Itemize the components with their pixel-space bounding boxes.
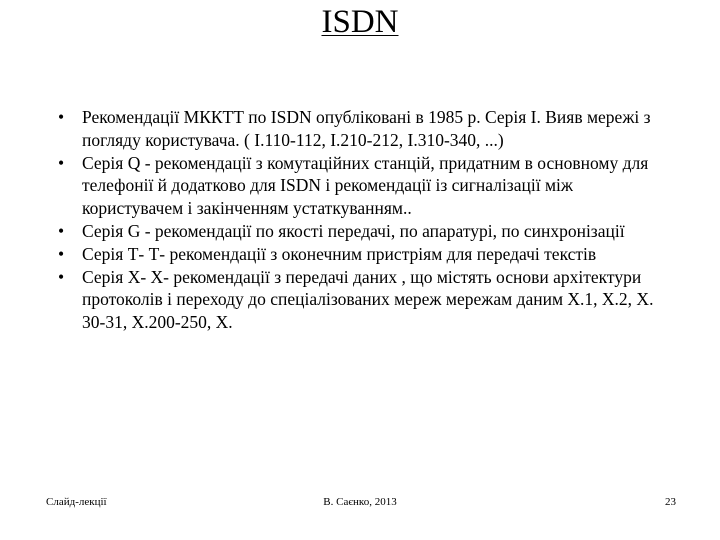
bullet-item <box>58 220 658 243</box>
bullet-marker: • <box>58 152 65 173</box>
bullet-text: Рекомендації МККТТ по ISDN опубліковані в 1985 р. Серія I. Вияв мережі з погляду користувача. ( I.110-112, I.210-212, I.310-340, ...) <box>82 107 651 150</box>
footer-author: В. Саєнко, 2013 <box>323 496 397 508</box>
bullet-item <box>58 243 658 266</box>
bullet-text: Серія G - рекомендації по якості передачі, по апаратурі, по синхронізації <box>82 220 625 241</box>
bullet-item <box>58 106 658 152</box>
slide-title-text: ISDN <box>321 4 399 40</box>
bullet-text: Серія X- X- рекомендації з передачі даних , що містять основи архітектури протоколів і переходу до спеціалізованих мереж мережам даним X.1, X.2, X. 30-31, X.200-250, X. <box>82 266 654 333</box>
page-number: 23 <box>665 496 676 508</box>
bullet-list <box>58 106 658 334</box>
bullet-text: Серія Т- Т- рекомендації з оконечним пристріям для передачі текстів <box>82 243 597 264</box>
bullet-marker: • <box>58 243 65 264</box>
bullet-item <box>58 152 658 220</box>
bullet-marker: • <box>58 220 65 241</box>
bullet-item <box>58 266 658 334</box>
bullet-text: Серія Q - рекомендації з комутаційних станцій, придатним в основному для телефонії й додатково для ISDN і рекомендації із сигналізації між користувачем і закінченням устаткуванням.. <box>82 152 649 219</box>
bullet-marker: • <box>58 107 65 127</box>
bullet-marker: • <box>58 266 65 287</box>
footer-left-label: Слайд-лекції <box>46 496 107 508</box>
slide-title <box>0 2 720 42</box>
